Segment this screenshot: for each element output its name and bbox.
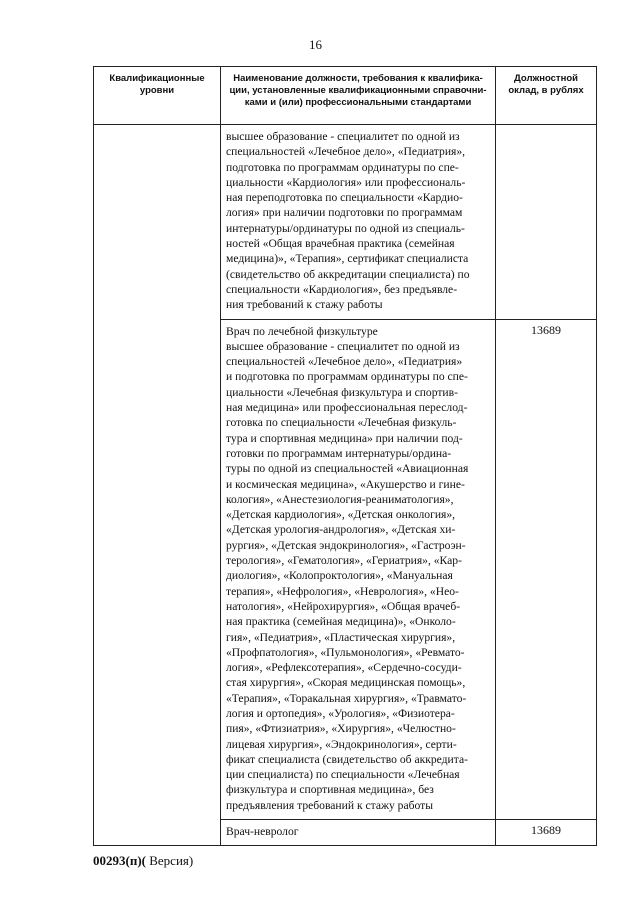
qualification-level-cell [94, 125, 221, 846]
description-line: ния требований к стажу работы [226, 298, 383, 312]
description-line: Врач по лечебной физкультуре [226, 324, 378, 338]
description-line: готовки по программам интернатуры/ордина- [226, 446, 452, 460]
header-line: Квалификационные [109, 73, 205, 84]
description-line: «Детская урология-андрология», «Детская хи- [226, 523, 456, 537]
description-line: специальностей «Лечебное дело», «Педиатрия» [226, 355, 463, 369]
position-description [221, 319, 496, 820]
description-line: интернатуры/ординатуры по одной из специаль- [226, 221, 465, 235]
description-line: готовка по специальности «Лечебная физкуль- [226, 416, 457, 430]
description-line: и космическая медицина», «Акушерство и гине- [226, 477, 465, 491]
description-line: фикат специалиста (свидетельство об аккредита- [226, 752, 468, 766]
description-line: логия и ортопедия», «Урология», «Физиотера- [226, 706, 455, 720]
page-number: 16 [309, 37, 322, 52]
description-line: специальности «Кардиология», без предъявле- [226, 282, 458, 296]
table-header-row [94, 67, 597, 125]
description-line: лицевая хирургия», «Эндокринология», серти- [226, 737, 457, 751]
description-line: диология», «Колопроктология», «Мануальная [226, 569, 453, 583]
description-line: ная переподготовка по специальности «Кардио- [226, 191, 463, 205]
description-line: медицина)», «Терапия», сертификат специалиста [226, 252, 469, 266]
header-salary [496, 67, 597, 125]
description-line: «Детская кардиология», «Детская онкология», [226, 508, 456, 522]
qualification-table [93, 66, 597, 846]
description-line: логия», «Рефлексотерапия», «Сердечно-сосуди- [226, 661, 462, 675]
salary-cell: 13689 [496, 820, 597, 846]
salary-cell: 13689 [496, 319, 597, 820]
description-line: физкультура и спортивная медицина», без [226, 783, 434, 797]
description-line: гия», «Педиатрия», «Пластическая хирургия», [226, 630, 456, 644]
description-line: терология», «Гематология», «Гериатрия», «Кар- [226, 554, 462, 568]
header-line: уровни [139, 85, 175, 96]
description-line: ная практика (семейная медицина)», «Онколо- [226, 615, 456, 629]
position-description [221, 125, 496, 320]
description-line: тура и спортивная медицина» при наличии под- [226, 431, 463, 445]
header-position [221, 67, 496, 125]
header-line: оклад, в рублях [508, 85, 584, 96]
document-version: Версия) [145, 853, 194, 868]
description-line: натология», «Нейрохирургия», «Общая врачеб- [226, 599, 461, 613]
description-line: «Терапия», «Торакальная хирургия», «Травмато- [226, 691, 467, 705]
document-footer [93, 853, 193, 869]
description-line: высшее образование - специалитет по одной из [226, 130, 460, 143]
salary-cell [496, 125, 597, 320]
description-line: предъявления требований к стажу работы [226, 798, 434, 812]
table-row [94, 125, 597, 320]
description-line: подготовка по программам ординатуры по спе- [226, 160, 459, 174]
header-line: Наименование должности, требования к квалифика- [233, 73, 483, 84]
header-levels [94, 67, 221, 125]
description-line: стая хирургия», «Скорая медицинская помощь», [226, 676, 466, 690]
description-line: туры по одной из специальностей «Авиационная [226, 462, 469, 476]
description-line: ностей «Общая врачебная практика (семейная [226, 237, 455, 251]
description-line: рургия», «Детская эндокринология», «Гастроэн- [226, 538, 466, 552]
header-line: ками и (или) профессиональными стандартами [244, 97, 472, 108]
description-line: циальности «Лечебная физкультура и спортив- [226, 385, 458, 399]
description-line: пия», «Фтизиатрия», «Хирургия», «Челюстно- [226, 722, 456, 736]
description-line: (свидетельство об аккредитации специалиста) по [226, 267, 470, 281]
description-line: циальности «Кардиология» или профессиональ- [226, 175, 466, 189]
description-line: ции специалиста) по специальности «Лечебная [226, 768, 460, 782]
document-code: 00293(п)( [93, 853, 146, 868]
description-line: высшее образование - специалитет по одной из [226, 339, 460, 353]
description-line: «Профпатология», «Пульмонология», «Ревмато- [226, 645, 465, 659]
position-description [221, 820, 496, 846]
header-line: Должностной [514, 73, 578, 84]
description-line: терапия», «Нефрология», «Неврология», «Нео- [226, 584, 459, 598]
description-line: логия» при наличии подготовки по программам [226, 206, 463, 220]
header-line: ции, установленные квалификационными справочни- [229, 85, 487, 96]
description-line: кология», «Анестезиология-реаниматология», [226, 492, 454, 506]
description-line: Врач-невролог [226, 825, 299, 839]
description-line: ная медицина» или профессиональная переслод- [226, 401, 468, 415]
description-line: и подготовка по программам ординатуры по спе- [226, 370, 468, 384]
description-line: специальностей «Лечебное дело», «Педиатрия», [226, 145, 466, 159]
